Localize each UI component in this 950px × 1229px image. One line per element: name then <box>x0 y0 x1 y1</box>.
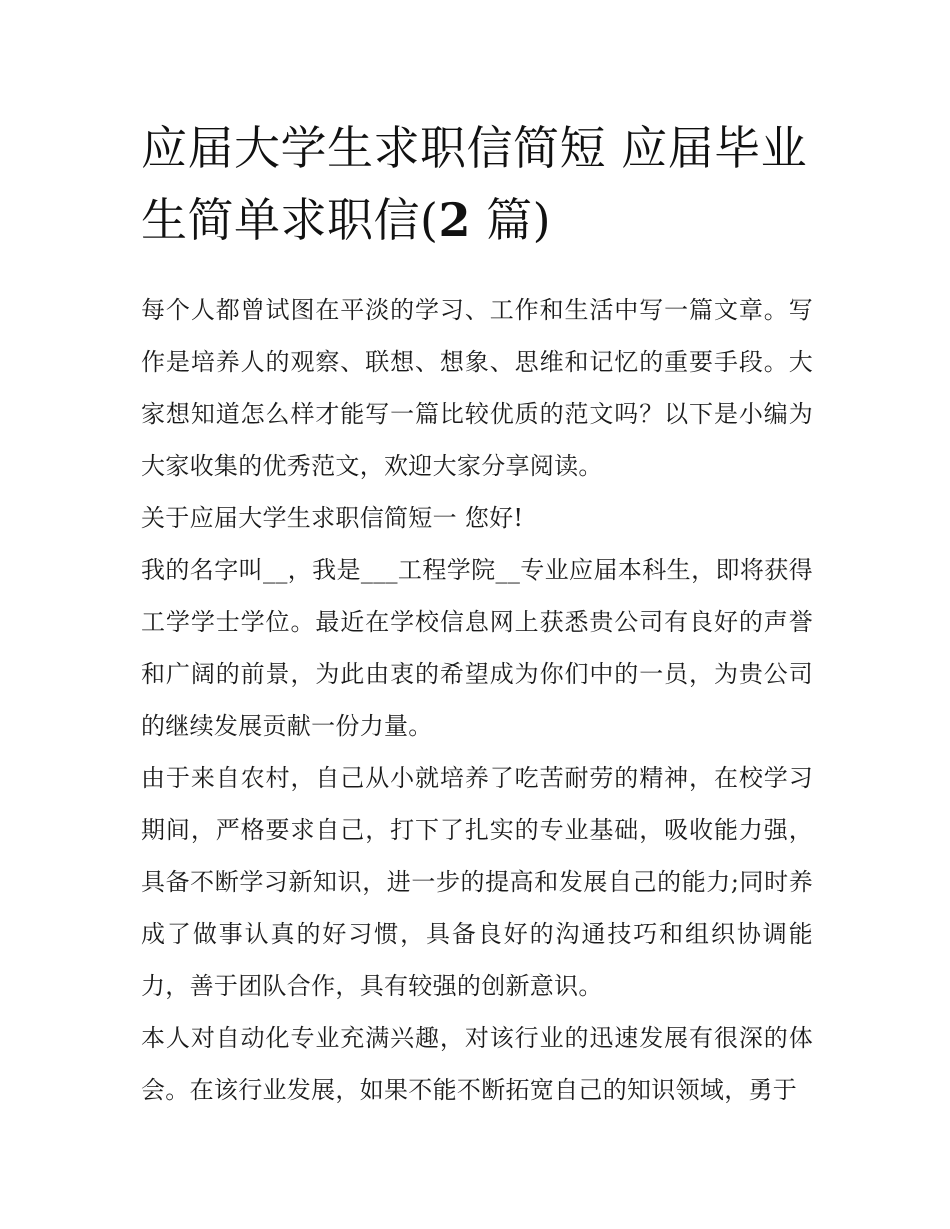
title-text-part1: 应届大学生求职信简短 应届毕业生简单求职信( <box>141 121 808 247</box>
title-number: 2 <box>438 193 471 247</box>
intro-paragraph: 每个人都曾试图在平淡的学习、工作和生活中写一篇文章。写作是培养人的观察、联想、想象、思维和记忆的重要手段。大家想知道怎么样才能写一篇比较优质的范文吗？以下是小编为大家收集的优秀范文，欢迎大家分享阅读。 <box>141 296 813 480</box>
document-title <box>141 112 813 256</box>
title-text-part2: 篇) <box>470 193 552 247</box>
document-body <box>141 284 813 1116</box>
document-content <box>141 112 813 1116</box>
letter-heading-paragraph: 关于应届大学生求职信简短一 您好! <box>141 504 524 532</box>
interest-paragraph: 本人对自动化专业充满兴趣，对该行业的迅速发展有很深的体会。在该行业发展，如果不能不断拓宽自己的知识领域，勇于 <box>141 1024 813 1104</box>
background-paragraph: 由于来自农村，自己从小就培养了吃苦耐劳的精神，在校学习期间，严格要求自己，打下了扎实的专业基础，吸收能力强，具备不断学习新知识，进一步的提高和发展自己的能力;同时养成了做事认真的好习惯，具备良好的沟通技巧和组织协调能力，善于团队合作，具有较强的创新意识。 <box>141 764 813 1000</box>
self-introduction-paragraph: 我的名字叫__，我是___工程学院__专业应届本科生，即将获得工学学士学位。最近在学校信息网上获悉贵公司有良好的声誉和广阔的前景，为此由衷的希望成为你们中的一员，为贵公司的继续发展贡献一份力量。 <box>141 556 813 740</box>
